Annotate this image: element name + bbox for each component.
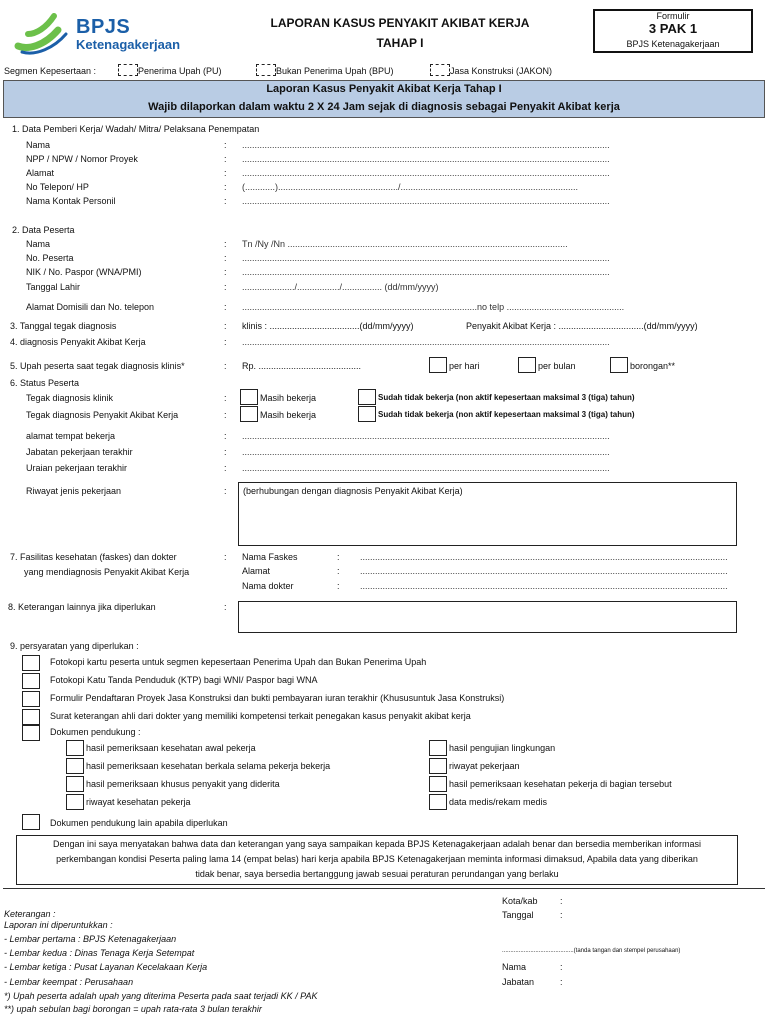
colon: :	[224, 253, 227, 263]
declaration-line-3: tidak benar, saya bersedia bertanggung jawab sesuai peraturan perundangan yang berlaku	[195, 869, 559, 879]
s5-per-bulan-label: per bulan	[538, 361, 576, 371]
s6-pak-label: Tegak diagnosis Penyakit Akibat Kerja	[26, 410, 179, 420]
form-code: 3 PAK 1	[648, 21, 698, 36]
s9-item-4-label: Surat keterangan ahli dari dokter yang memiliki kompetensi terkait penegakan kasus penyakit akibat kerja	[50, 711, 471, 721]
footer-note-6: - Lembar keempat : Perusahaan	[4, 977, 134, 987]
footer-jabatan-label: Jabatan	[502, 977, 535, 987]
s6-sudah-label: Sudah tidak bekerja (non aktif kepesertaan maksimal 3 (tiga) tahun)	[378, 393, 635, 402]
s1-telp-label: No Telepon/ HP	[26, 182, 89, 192]
s1-kontak-field[interactable]: ...................................................................................................................................................	[242, 196, 610, 206]
s1-npp-label: NPP / NPW / Nomor Proyek	[26, 154, 138, 164]
s9-item-2-label: Fotokopi Katu Tanda Penduduk (KTP) bagi WNI/ Paspor bagi WNA	[50, 675, 318, 685]
s6-riwayat-note: (berhubungan dengan diagnosis Penyakit Akibat Kerja)	[243, 486, 463, 496]
logo-ketenagakerjaan-text: Ketenagakerjaan	[76, 37, 181, 52]
logo	[14, 10, 214, 58]
colon: :	[224, 410, 227, 420]
colon: :	[224, 321, 227, 331]
colon: :	[224, 196, 227, 206]
colon: :	[224, 337, 227, 347]
s2-domisili-field[interactable]: ..............................................................................................no telp ...............................................	[242, 302, 625, 312]
s1-kontak-label: Nama Kontak Personil	[26, 196, 116, 206]
s8-textbox[interactable]	[238, 601, 737, 633]
s9-left-4-checkbox[interactable]	[66, 794, 84, 810]
s2-title: 2. Data Peserta	[12, 225, 75, 235]
bpjs-logo-icon	[14, 10, 72, 56]
s6-sudah-label: Sudah tidak bekerja (non aktif kepesertaan maksimal 3 (tiga) tahun)	[378, 410, 635, 419]
page-subtitle: TAHAP I	[376, 36, 424, 50]
s9-item-1-label: Fotokopi kartu peserta untuk segmen kepesertaan Penerima Upah dan Bukan Penerima Upah	[50, 657, 427, 667]
colon: :	[337, 566, 340, 576]
footer-divider	[3, 888, 765, 889]
s1-nama-label: Nama	[26, 140, 51, 150]
segment-pu-checkbox[interactable]	[118, 64, 138, 76]
s9-right-2-label: riwayat pekerjaan	[449, 761, 520, 771]
s1-telp-field[interactable]: (............)................................................/.......................................................................	[242, 182, 579, 192]
s6-pak-masih-checkbox[interactable]	[240, 406, 258, 422]
footer-note-8: **) upah sebulan bagi borongan = upah rata-rata 3 bulan terakhir	[4, 1004, 262, 1014]
s6-jabatan-field[interactable]: ...................................................................................................................................................	[242, 447, 610, 457]
s9-left-1-label: hasil pemeriksaan kesehatan awal pekerja	[86, 743, 256, 753]
s7-dokter-field[interactable]: ...................................................................................................................................................	[360, 581, 728, 591]
s7-alamat-field[interactable]: ...................................................................................................................................................	[360, 566, 728, 576]
s9-left-1-checkbox[interactable]	[66, 740, 84, 756]
s9-right-1-checkbox[interactable]	[429, 740, 447, 756]
s7-dokter-label: Nama dokter	[242, 581, 294, 591]
s9-item-5-label: Dokumen pendukung :	[50, 727, 141, 737]
banner-line2: Wajib dilaporkan dalam waktu 2 X 24 Jam sejak di diagnosis sebagai Penyakit Akibat kerja	[148, 101, 620, 113]
colon: :	[337, 581, 340, 591]
logo-bpjs-text: BPJS	[76, 16, 131, 38]
s6-jabatan-label: Jabatan pekerjaan terakhir	[26, 447, 133, 457]
s9-left-3-label: hasil pemeriksaan khusus penyakit yang diderita	[86, 779, 280, 789]
s2-nama-label: Nama	[26, 239, 51, 249]
s9-item-3-label: Formulir Pendaftaran Proyek Jasa Konstruksi dan bukti pembayaran iuran terakhir (Khususuntuk Jasa Konstruksi)	[50, 693, 505, 703]
s4-label: 4. diagnosis Penyakit Akibat Kerja	[10, 337, 146, 347]
footer-note-4: - Lembar kedua : Dinas Tenaga Kerja Setempat	[4, 948, 195, 958]
colon: :	[560, 910, 563, 920]
s6-riwayat-label: Riwayat jenis pekerjaan	[26, 486, 122, 496]
s9-right-3-checkbox[interactable]	[429, 776, 447, 792]
segment-pu-label: Penerima Upah (PU)	[138, 66, 222, 76]
s9-right-4-checkbox[interactable]	[429, 794, 447, 810]
s6-masih-label: Masih bekerja	[260, 393, 317, 403]
footer-note-7: *) Upah peserta adalah upah yang diterima Peserta pada saat terjadi KK / PAK	[4, 991, 318, 1001]
s4-field[interactable]: ...................................................................................................................................................	[242, 337, 610, 347]
s9-item-4-checkbox[interactable]	[22, 709, 40, 725]
s6-klinik-sudah-checkbox[interactable]	[358, 389, 376, 405]
page-title: LAPORAN KASUS PENYAKIT AKIBAT KERJA	[270, 16, 530, 30]
declaration-line-1: Dengan ini saya menyatakan bahwa data dan keterangan yang saya sampaikan kepada BPJS Ketenagakerjaan adalah benar dan bersedia memberikan informasi	[53, 839, 701, 849]
s1-alamat-label: Alamat	[26, 168, 55, 178]
colon: :	[224, 393, 227, 403]
s2-lahir-field[interactable]: ...................../................./................ (dd/mm/yyyy)	[242, 282, 439, 292]
footer-note-2: Laporan ini diperuntukkan :	[4, 920, 113, 930]
form-label: Formulir	[656, 11, 690, 21]
s9-left-2-label: hasil pemeriksaan kesehatan berkala selama pekerja bekerja	[86, 761, 331, 771]
s9-left-2-checkbox[interactable]	[66, 758, 84, 774]
s7-label-1: 7. Fasilitas kesehatan (faskes) dan dokter	[10, 552, 177, 562]
s9-left-4-label: riwayat kesehatan pekerja	[86, 797, 191, 807]
s1-npp-field[interactable]: ...................................................................................................................................................	[242, 154, 610, 164]
colon: :	[224, 267, 227, 277]
s1-nama-field[interactable]: ...................................................................................................................................................	[242, 140, 610, 150]
s5-borongan-checkbox[interactable]	[610, 357, 628, 373]
s2-lahir-label: Tanggal Lahir	[26, 282, 81, 292]
s6-alamat-label: alamat tempat bekerja	[26, 431, 116, 441]
s9-left-3-checkbox[interactable]	[66, 776, 84, 792]
s9-right-3-label: hasil pemeriksaan kesehatan pekerja di bagian tersebut	[449, 779, 672, 789]
colon: :	[224, 463, 227, 473]
segment-jakon-checkbox[interactable]	[430, 64, 450, 76]
colon: :	[560, 977, 563, 987]
s6-pak-sudah-checkbox[interactable]	[358, 406, 376, 422]
colon: :	[224, 154, 227, 164]
s6-title: 6. Status Peserta	[10, 378, 80, 388]
s1-title: 1. Data Pemberi Kerja/ Wadah/ Mitra/ Pelaksana Penempatan	[12, 124, 260, 134]
s7-faskes-label: Nama Faskes	[242, 552, 298, 562]
s6-uraian-field[interactable]: ...................................................................................................................................................	[242, 463, 610, 473]
footer-note-3: - Lembar pertama : BPJS Ketenagakerjaan	[4, 934, 177, 944]
colon: :	[224, 168, 227, 178]
s5-borongan-label: borongan**	[630, 361, 676, 371]
s9-right-1-label: hasil pengujian lingkungan	[449, 743, 556, 753]
s5-rp-field[interactable]: Rp. .........................................	[242, 361, 362, 371]
s5-per-hari-label: per hari	[449, 361, 480, 371]
colon: :	[224, 182, 227, 192]
colon: :	[224, 602, 227, 612]
footer-nama-label: Nama	[502, 962, 527, 972]
s6-klinik-masih-checkbox[interactable]	[240, 389, 258, 405]
footer-signature-line: ...........................................(tanda tangan dan stempel perusahaan)	[502, 948, 681, 954]
s9-lain-checkbox[interactable]	[22, 814, 40, 830]
colon: :	[337, 552, 340, 562]
s9-item-1-checkbox[interactable]	[22, 655, 40, 671]
s5-per-bulan-checkbox[interactable]	[518, 357, 536, 373]
s5-label: 5. Upah peserta saat tegak diagnosis klinis*	[10, 361, 185, 371]
colon: :	[224, 447, 227, 457]
s6-klinik-label: Tegak diagnosis klinik	[26, 393, 114, 403]
s5-per-hari-checkbox[interactable]	[429, 357, 447, 373]
colon: :	[560, 896, 563, 906]
form-code-box	[593, 9, 753, 53]
form-org: BPJS Ketenagakerjaan	[626, 39, 720, 49]
s2-no-label: No. Peserta	[26, 253, 74, 263]
s7-alamat-label: Alamat	[242, 566, 271, 576]
footer-note-5: - Lembar ketiga : Pusat Layanan Kecelakaan Kerja	[4, 962, 208, 972]
declaration-line-2: perkembangan kondisi Peserta paling lama 14 (empat belas) hari kerja apabila BPJS Ketenagakerjaan meminta informasi dimaksud, Apabila data yang diberikan	[56, 854, 698, 864]
footer-note-1: Keterangan :	[4, 909, 56, 919]
segment-jakon-label: Jasa Konstruksi (JAKON)	[450, 66, 553, 76]
colon: :	[560, 962, 563, 972]
s9-item-3-checkbox[interactable]	[22, 691, 40, 707]
colon: :	[224, 552, 227, 562]
colon: :	[224, 431, 227, 441]
colon: :	[224, 140, 227, 150]
segment-bpu-label: Bukan Penerima Upah (BPU)	[276, 66, 394, 76]
s6-masih-label: Masih bekerja	[260, 410, 317, 420]
s9-right-2-checkbox[interactable]	[429, 758, 447, 774]
s9-lain-label: Dokumen pendukung lain apabila diperlukan	[50, 818, 228, 828]
colon: :	[224, 282, 227, 292]
s6-uraian-label: Uraian pekerjaan terakhir	[26, 463, 128, 473]
colon: :	[224, 302, 227, 312]
s1-alamat-field[interactable]: ...................................................................................................................................................	[242, 168, 610, 178]
s8-label: 8. Keterangan lainnya jika diperlukan	[8, 602, 156, 612]
banner-line1: Laporan Kasus Penyakit Akibat Kerja Tahap I	[266, 83, 502, 95]
s7-label-2: yang mendiagnosis Penyakit Akibat Kerja	[24, 567, 190, 577]
s2-domisili-label: Alamat Domisili dan No. telepon	[26, 302, 155, 312]
report-banner	[3, 80, 765, 118]
s3-pak-field[interactable]: Penyakit Akibat Kerja : ..................................(dd/mm/yyyy)	[466, 321, 698, 331]
s9-right-4-label: data medis/rekam medis	[449, 797, 548, 807]
s2-nik-label: NIK / No. Paspor (WNA/PMI)	[26, 267, 142, 277]
s2-nik-field[interactable]: ...................................................................................................................................................	[242, 267, 610, 277]
s3-klinis-field[interactable]: klinis : ....................................(dd/mm/yyyy)	[242, 321, 414, 331]
s9-item-2-checkbox[interactable]	[22, 673, 40, 689]
s2-nama-field[interactable]: Tn /Ny /Nn ................................................................................................................	[242, 239, 568, 249]
segment-bpu-checkbox[interactable]	[256, 64, 276, 76]
s9-item-5-checkbox[interactable]	[22, 725, 40, 741]
s6-alamat-field[interactable]: ...................................................................................................................................................	[242, 431, 610, 441]
colon: :	[224, 361, 227, 371]
colon: :	[224, 486, 227, 496]
colon: :	[224, 239, 227, 249]
footer-tanggal-label: Tanggal	[502, 910, 534, 920]
footer-kota-label: Kota/kab	[502, 896, 538, 906]
segment-label: Segmen Kepesertaan :	[4, 66, 97, 76]
s9-title: 9. persyaratan yang diperlukan :	[10, 641, 139, 651]
declaration-box	[16, 835, 738, 885]
s2-no-field[interactable]: ...................................................................................................................................................	[242, 253, 610, 263]
s3-label: 3. Tanggal tegak diagnosis	[10, 321, 117, 331]
s7-faskes-field[interactable]: ...................................................................................................................................................	[360, 552, 728, 562]
s6-riwayat-textarea[interactable]	[238, 482, 737, 546]
